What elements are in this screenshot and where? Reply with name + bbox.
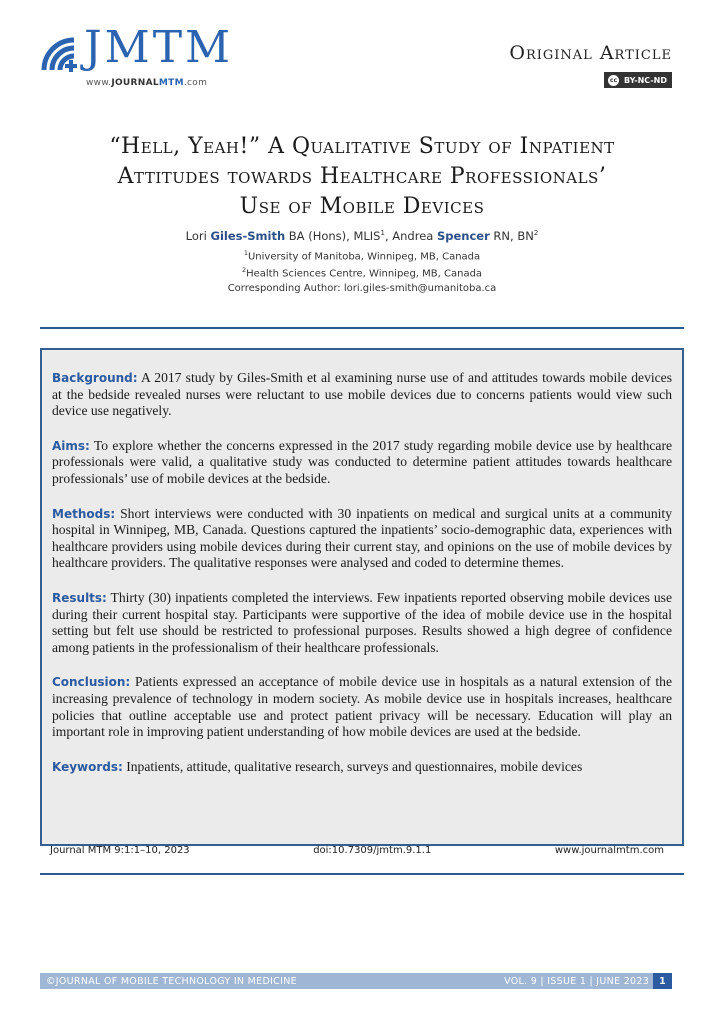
author-surname: Giles-Smith	[210, 229, 286, 243]
journal-citation: Journal MTM 9:1:1–10, 2023	[50, 845, 190, 856]
author-line: Lori Giles-Smith BA (Hons), MLIS$^1$, Andrea Spencer RN, $BN^2$	[185, 229, 539, 243]
footer-journal-name: ©JOURNAL OF MOBILE TECHNOLOGY IN MEDICINE	[46, 975, 297, 987]
abstract-results: Results: Thirty (30) inpatients completed the interviews. Few inpatients reported observing mobile devices use during their current hospital stay. Participants were supportive of the idea of mobile device use in the hospital setting but felt use should be restricted to professional purposes. Results showed a high degree of confidence among patients in the professionalism of their healthcare professionals.	[52, 589, 672, 655]
journal-logo	[40, 22, 280, 98]
page-number: 1	[653, 973, 672, 989]
article-title	[30, 132, 694, 222]
abstract-methods: Methods: Short interviews were conducted with 30 inpatients on medical and surgical units at a community hospital in Winnipeg, MB, Canada. Questions captured the inpatients’ socio-demographic data, experiences with healthcare providers using mobile devices during their current stay, and opinions on the use of mobile devices by healthcare providers. The qualitative responses were analysed and coded to determine themes.	[52, 505, 672, 571]
title-line-3: Use of Mobile Devices	[239, 194, 485, 219]
title-line-2: Attitudes towards Healthcare Professionals’	[117, 164, 607, 189]
abstract-background: Background: A 2017 study by Giles-Smith et al examining nurse use of and attitudes towards mobile devices at the bedside revealed nurses were reluctant to use mobile devices due to concerns patients would view such device use negatively.	[52, 370, 672, 419]
license-badge[interactable]	[604, 72, 672, 88]
citation-line	[50, 845, 664, 856]
author-surname: Spencer	[436, 229, 490, 243]
affiliation-2: $^2$Health Sciences Centre, Winnipeg, MB, Canada	[241, 266, 483, 280]
affiliation-1: $^1$University of Manitoba, Winnipeg, MB, Canada	[243, 249, 481, 263]
creative-commons-icon: cc	[609, 76, 618, 84]
license-label: BY-NC-ND	[623, 75, 667, 85]
abstract-aims: Aims: To explore whether the concerns expressed in the 2017 study regarding mobile device use by healthcare professionals were valid, a qualitative study was conducted to determine patient attitudes towards healthcare professionals’ use of mobile devices at the bedside.	[52, 437, 672, 486]
signal-plus-icon	[40, 36, 80, 76]
website-link[interactable]: www.journalmtm.com	[554, 845, 664, 856]
logo-url[interactable]: www.JOURNALMTM.com	[86, 78, 208, 88]
divider	[40, 327, 684, 329]
footer-issue: VOL. 9 | ISSUE 1 | JUNE 2023	[504, 975, 650, 987]
title-line-1: “Hell, Yeah!” A Qualitative Study of Inpatient	[109, 134, 615, 159]
corresponding-author[interactable]: Corresponding Author: lori.giles-smith@umanitoba.ca	[227, 283, 497, 294]
doi-link[interactable]: doi:10.7309/jmtm.9.1.1	[313, 845, 432, 856]
page-footer	[40, 973, 672, 989]
abstract-conclusion: Conclusion: Patients expressed an acceptance of mobile device use in hospitals as a natural extension of the increasing prevalence of technology in modern society. As mobile device use in hospitals increases, healthcare policies that outline acceptable use and protect patient privacy will be necessary. Education will play an important role in improving patient understanding of how mobile devices are used at the bedside.	[52, 674, 672, 740]
abstract-box	[40, 348, 684, 846]
abstract-keywords: Keywords: Inpatients, attitude, qualitative research, surveys and questionnaires, mobile devices	[52, 758, 583, 774]
divider	[40, 873, 684, 875]
logo-text: JMTM	[84, 22, 234, 73]
article-type: Original Article	[509, 42, 672, 64]
